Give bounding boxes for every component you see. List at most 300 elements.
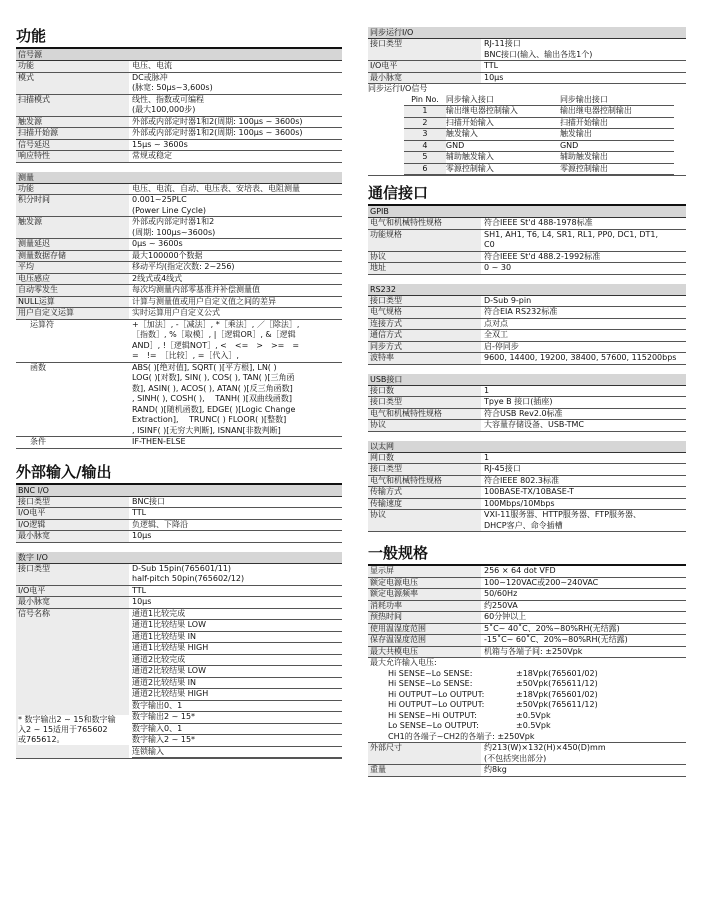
spec-value-line: half-pitch 50pin(765602/12) xyxy=(132,574,245,583)
spec-label: 协议 xyxy=(368,420,481,432)
spec-value-line: 1 xyxy=(484,385,490,395)
spec-value-line: SH1, AH1, T6, L4, SR1, RL1, PP0, DC1, DT1, xyxy=(484,229,659,239)
spec-row xyxy=(16,508,342,520)
spec-value-line: , SINH( ), COSH( ), TANH( )[双曲线函数] xyxy=(132,394,293,403)
spec-value-line: 符合IEEE St'd 488.2-1992标准 xyxy=(484,251,601,261)
band-measure: 测量 xyxy=(16,172,342,184)
pin-cell: 扫描开始输入 xyxy=(446,117,560,129)
signal-name: 通道1比较结果 LOW xyxy=(132,620,342,632)
spec-label: 模式 xyxy=(16,72,129,94)
spec-row xyxy=(16,285,342,297)
spec-label: I/O电平 xyxy=(16,585,129,597)
spec-value-line: 符合IEEE St'd 488-1978标准 xyxy=(484,218,593,227)
spec-label: 预热时间 xyxy=(368,612,481,624)
spec-row xyxy=(16,250,342,262)
signal-name: 通道2比较结果 HIGH xyxy=(132,689,342,701)
spec-label: 电气和机械特性规格 xyxy=(368,475,481,487)
spec-row xyxy=(368,353,686,365)
spec-value xyxy=(481,408,686,420)
spec-row xyxy=(368,341,686,353)
spec-value xyxy=(129,564,342,586)
spec-value-line: 5˚C~ 40˚C、20%~80%RH(无结露) xyxy=(484,623,620,633)
spec-value-line: 电压、电流、自动、电压表、安培表、电阻测量 xyxy=(132,183,300,193)
spec-label: 电压感应 xyxy=(16,273,129,285)
spec-value xyxy=(129,508,342,520)
spec-value-line: BNC接口 xyxy=(132,496,166,506)
spec-value-line: 60分钟以上 xyxy=(484,612,527,621)
pin-cell: 触发输入 xyxy=(446,129,560,141)
spec-value-line: 1 xyxy=(484,452,490,462)
spec-value xyxy=(481,487,686,499)
spec-row xyxy=(368,39,686,61)
spec-value xyxy=(129,61,342,72)
spec-value-line: +［加法］, -［减法］, *［乘法］, ／［除法］, xyxy=(132,319,300,329)
spec-row xyxy=(368,296,686,307)
spec-label: 接口类型 xyxy=(16,564,129,586)
spec-row xyxy=(368,623,686,635)
spec-row xyxy=(368,386,686,397)
section-title-external-io: 外部输入/输出 xyxy=(16,463,342,485)
spec-value-line: 移动平均(指定次数: 2~256) xyxy=(132,262,235,271)
spec-value xyxy=(129,497,342,508)
spec-row xyxy=(368,577,686,589)
spec-value xyxy=(129,250,342,262)
spec-value-line: 100Mbps/10Mbps xyxy=(484,498,555,508)
spec-value xyxy=(129,184,342,195)
spec-value-line: AND］, !［逻辑NOT］, < <= > >= = xyxy=(132,340,300,350)
spec-label: 接口数 xyxy=(368,386,481,397)
spec-value xyxy=(481,635,686,647)
spec-label: 运算符 xyxy=(16,319,129,362)
spec-value-line: 10μs xyxy=(132,597,152,606)
spec-value xyxy=(129,285,342,297)
signal-name: 通道2比较结果 LOW xyxy=(132,666,342,678)
spec-row xyxy=(16,308,342,320)
spec-value-line: 0.001~25PLC xyxy=(132,195,187,204)
spec-value-line: = != ［比较］, =［代入］, xyxy=(132,351,239,360)
spec-value-line: 常规或稳定 xyxy=(132,151,172,160)
spec-value xyxy=(481,475,686,487)
signal-name: 数字输出2 ~ 15* xyxy=(132,712,342,724)
pin-cell: 输出继电器控制输入 xyxy=(446,106,560,118)
spec-value-line: 约213(W)×132(H)×450(D)mm xyxy=(484,743,606,752)
spec-value-line: ［指数］, %［取模］, |［逻辑OR］, &［逻辑 xyxy=(132,330,296,339)
spec-value xyxy=(129,151,342,163)
spec-value-line: 约8kg xyxy=(484,765,507,774)
max-input-line: CH1的各端子~CH2的各端子: ±250Vpk xyxy=(388,731,535,741)
spec-row xyxy=(368,566,686,577)
max-input-value: ±18Vpk(765601/02) xyxy=(516,668,598,678)
spec-row xyxy=(16,296,342,308)
left-column xyxy=(16,27,342,759)
spec-value xyxy=(481,397,686,409)
spec-row xyxy=(368,600,686,612)
spec-value-line: DHCP客户、命令插槽 xyxy=(484,520,563,530)
spec-value-line: 最大100000个数据 xyxy=(132,250,203,260)
spec-row xyxy=(368,330,686,342)
spec-value xyxy=(129,296,342,308)
spec-value-line: 约250VA xyxy=(484,600,518,610)
max-input-value: ±0.5Vpk xyxy=(516,721,551,730)
spec-value xyxy=(481,353,686,365)
gpib-table xyxy=(368,218,686,275)
spec-label: 最小脉宽 xyxy=(16,531,129,543)
spec-label: 最小脉宽 xyxy=(16,597,129,609)
spec-row xyxy=(368,453,686,464)
spec-row xyxy=(16,72,342,94)
pin-header xyxy=(404,95,674,106)
spec-label: 电气和机械特性规格 xyxy=(368,408,481,420)
spec-value-line: D-Sub 15pin(765601/11) xyxy=(132,563,232,573)
spec-label: 电气和机械特性规格 xyxy=(368,218,481,229)
spec-value xyxy=(481,386,686,397)
spec-value-line: Tpye B 接口(插座) xyxy=(484,397,553,406)
spec-value xyxy=(129,94,342,116)
pin-header-cell: 同步输出接口 xyxy=(560,95,674,106)
spec-row xyxy=(368,420,686,432)
signal-names-row xyxy=(16,608,342,759)
spec-value-line: Extraction], TRUNC( ) FLOOR( )[整数] xyxy=(132,415,287,424)
spec-value xyxy=(129,262,342,274)
spec-label: 功能 xyxy=(16,61,129,72)
spec-label: 外部尺寸 xyxy=(368,743,481,765)
spec-value-line: DC或脉冲 xyxy=(132,72,168,82)
spec-value-line: VXI-11服务器、HTTP服务器、FTP服务器、 xyxy=(484,510,642,519)
usb-table xyxy=(368,386,686,432)
section-title-general: 一般规格 xyxy=(368,544,686,566)
spec-value-line: 0μs ~ 3600s xyxy=(132,239,183,248)
spec-value-line: RAND( )[随机函数], EDGE( )[Logic Change xyxy=(132,404,296,414)
spec-value-line: 15μs ~ 3600s xyxy=(132,139,188,149)
spec-row xyxy=(16,564,342,586)
spec-row xyxy=(368,487,686,499)
spec-label: 用户自定义运算 xyxy=(16,308,129,320)
spec-value xyxy=(481,464,686,476)
spec-value xyxy=(129,116,342,128)
max-input-cell xyxy=(368,658,686,743)
pin-cell: 辅助触发输出 xyxy=(560,152,674,164)
max-input-value: ±18Vpk(765601/02) xyxy=(516,689,598,699)
general-table xyxy=(368,566,686,777)
pin-cell: 2 xyxy=(404,117,446,129)
pin-cell: 1 xyxy=(404,106,446,118)
pin-cell: 零源控制输入 xyxy=(446,163,560,175)
pin-cell: 输出继电器控制输出 xyxy=(560,106,674,118)
spec-row xyxy=(368,612,686,624)
spec-label: 传输方式 xyxy=(368,487,481,499)
spec-value-line: (最大100,000步) xyxy=(132,105,196,114)
spec-value-line: TTL xyxy=(132,508,147,517)
spec-value-line: 点对点 xyxy=(484,318,508,328)
sync-signal-cell xyxy=(368,84,686,176)
max-input-line xyxy=(368,679,686,690)
max-input-line xyxy=(368,721,686,732)
spec-label: I/O逻辑 xyxy=(16,519,129,531)
spec-value-line: BNC接口(输入、输出各选1个) xyxy=(484,49,593,59)
spec-label: 同步方式 xyxy=(368,341,481,353)
spec-value xyxy=(481,330,686,342)
section-title-comm: 通信接口 xyxy=(368,184,686,206)
spec-label: I/O电平 xyxy=(368,61,481,73)
spec-value-line: 10μs xyxy=(132,531,152,540)
spec-label: 最大共模电压 xyxy=(368,646,481,658)
band-gpib: GPIB xyxy=(368,206,686,218)
pin-row xyxy=(404,163,674,175)
rs232-table xyxy=(368,296,686,365)
spec-row xyxy=(16,319,342,362)
spec-value-line: 线性、指数或可编程 xyxy=(132,94,204,104)
spec-label: 通信方式 xyxy=(368,330,481,342)
pin-row xyxy=(404,117,674,129)
spec-value-line: -15˚C~ 60˚C、20%~80%RH(无结露) xyxy=(484,635,628,644)
spec-label: 传输速度 xyxy=(368,498,481,510)
spec-row xyxy=(16,519,342,531)
spec-value xyxy=(129,531,342,543)
max-input-line xyxy=(368,700,686,711)
spec-row xyxy=(368,498,686,510)
spec-row xyxy=(16,94,342,116)
spec-value-line: 256 × 64 dot VFD xyxy=(484,566,556,575)
spec-label: 平均 xyxy=(16,262,129,274)
signal-name: 通道1比较完成 xyxy=(132,609,342,621)
spec-label: 接口类型 xyxy=(368,397,481,409)
pin-cell: 辅助触发输入 xyxy=(446,152,560,164)
spec-label: 函数 xyxy=(16,362,129,437)
spec-value-line: , ISINF( )[无穷大判断], ISNAN[非数判断] xyxy=(132,425,281,435)
spec-value-line: 9600, 14400, 19200, 38400, 57600, 115200bps xyxy=(484,353,677,362)
spec-label: 额定电源频率 xyxy=(368,589,481,601)
spec-value xyxy=(481,296,686,307)
spec-value xyxy=(481,263,686,275)
spec-label: 波特率 xyxy=(368,353,481,365)
band-rs232: RS232 xyxy=(368,284,686,296)
spec-value xyxy=(129,195,342,217)
spec-row xyxy=(368,646,686,658)
spec-label: 接口类型 xyxy=(368,464,481,476)
max-input-line xyxy=(368,711,686,722)
sync-signal-row xyxy=(368,84,686,176)
spec-value-line: (不包括突出部分) xyxy=(484,753,547,763)
spec-value-line: C0 xyxy=(484,240,495,249)
spec-value xyxy=(129,273,342,285)
spec-value-line: TTL xyxy=(132,585,147,595)
spec-row xyxy=(368,251,686,263)
right-column xyxy=(368,27,686,777)
spec-label: 最小脉宽 xyxy=(368,72,481,84)
max-input-line xyxy=(368,669,686,680)
pin-cell: 5 xyxy=(404,152,446,164)
signal-name: 通道1比较结果 IN xyxy=(132,632,342,644)
spec-row xyxy=(368,72,686,84)
spec-label: I/O电平 xyxy=(16,508,129,520)
spec-row xyxy=(368,589,686,601)
spec-label: 测量数据存储 xyxy=(16,250,129,262)
spec-row xyxy=(368,218,686,229)
spec-label: 协议 xyxy=(368,510,481,532)
spec-row xyxy=(368,229,686,251)
spec-row xyxy=(16,239,342,251)
spec-label: 扫描开始源 xyxy=(16,128,129,140)
spec-label: 接口类型 xyxy=(368,296,481,307)
spec-value xyxy=(481,229,686,251)
band-sync-io: 同步运行I/O xyxy=(368,27,686,39)
spec-row xyxy=(368,307,686,319)
spec-row xyxy=(16,273,342,285)
max-input-value: ±50Vpk(765611/12) xyxy=(516,679,598,688)
spec-row xyxy=(368,510,686,532)
spec-label: 额定电源电压 xyxy=(368,577,481,589)
spec-row xyxy=(368,635,686,647)
spec-value-line: 外部或内部定时器1和2(周期: 100μs ~ 3600s) xyxy=(132,116,303,126)
pin-row xyxy=(404,129,674,141)
spec-row xyxy=(16,585,342,597)
digital-io-table xyxy=(16,564,342,760)
spec-value-line: 计算与测量值或用户自定义值之间的差异 xyxy=(132,296,276,306)
spec-value xyxy=(481,765,686,777)
spec-label: 消耗功率 xyxy=(368,600,481,612)
pin-cell: GND xyxy=(560,140,674,152)
spec-label: NULL运算 xyxy=(16,296,129,308)
sync-signal-title: 同步运行I/O信号 xyxy=(368,84,428,93)
spec-value-line: 负逻辑、下降沿 xyxy=(132,519,188,529)
max-input-label: Hi OUTPUT~Lo OUTPUT: xyxy=(388,700,485,709)
spec-value-line: 符合USB Rev2.0标准 xyxy=(484,408,563,418)
spec-row xyxy=(368,263,686,275)
digital-io-footnote xyxy=(18,715,129,745)
spec-label: 功能规格 xyxy=(368,229,481,251)
signal-name: 数字输入2 ~ 15* xyxy=(132,735,342,747)
pin-row xyxy=(404,140,674,152)
spec-value xyxy=(481,318,686,330)
spec-value xyxy=(129,585,342,597)
spec-row xyxy=(16,262,342,274)
spec-row xyxy=(368,743,686,765)
spec-value-line: 10μs xyxy=(484,72,504,82)
spec-label: 自动零发生 xyxy=(16,285,129,297)
spec-value xyxy=(481,623,686,635)
max-input-value: ±50Vpk(765611/12) xyxy=(516,700,598,709)
spec-row xyxy=(16,497,342,508)
spec-value-line: 100~120VAC或200~240VAC xyxy=(484,577,599,587)
spec-label: 协议 xyxy=(368,251,481,263)
spec-row xyxy=(368,765,686,777)
spec-row xyxy=(368,61,686,73)
spec-value xyxy=(129,362,342,437)
spec-value-line: 大容量存储设备、USB-TMC xyxy=(484,420,584,429)
spec-value xyxy=(481,612,686,624)
spec-value-line: 2线式或4线式 xyxy=(132,273,183,283)
pin-cell: GND xyxy=(446,140,560,152)
spec-value-line: D-Sub 9-pin xyxy=(484,295,532,305)
pin-header-cell: 同步输入接口 xyxy=(446,95,560,106)
spec-value-line: 机箱与各端子间: ±250Vpk xyxy=(484,646,583,656)
spec-row xyxy=(16,195,342,217)
pin-cell: 4 xyxy=(404,140,446,152)
footnote-line: 或765612。 xyxy=(18,735,65,744)
spec-value-line: TTL xyxy=(484,61,499,70)
spec-value-line: 外部或内部定时器1和2(周期: 100μs ~ 3600s) xyxy=(132,128,303,137)
section-title-functions: 功能 xyxy=(16,27,342,49)
spec-value xyxy=(481,510,686,532)
signal-names-label: 信号名称 xyxy=(18,608,50,618)
max-input-value: ±0.5Vpk xyxy=(516,710,551,720)
spec-row xyxy=(16,597,342,609)
max-input-label: Hi SENSE~Lo SENSE: xyxy=(388,679,473,688)
band-usb: USB接口 xyxy=(368,374,686,386)
spec-value xyxy=(129,597,342,609)
spec-row xyxy=(16,61,342,72)
bnc-io-table xyxy=(16,497,342,543)
spec-row xyxy=(16,151,342,163)
spec-value-line: LOG( )[对数], SIN( ), COS( ), TAN( )[三角函 xyxy=(132,373,295,382)
footnote-line: * 数字输出2 ~ 15和数字输 xyxy=(18,715,116,724)
spec-value xyxy=(129,72,342,94)
footnote-line: 入2 ~ 15适用于765602 xyxy=(18,725,108,734)
spec-label: 接口类型 xyxy=(368,39,481,61)
max-input-line xyxy=(368,690,686,701)
spec-label: 保存温湿度范围 xyxy=(368,635,481,647)
spec-label: 触发源 xyxy=(16,217,129,239)
spec-label: 功能 xyxy=(16,184,129,195)
spec-value-line: 100BASE-TX/10BASE-T xyxy=(484,487,574,496)
spec-value-line: 外部或内部定时器1和2 xyxy=(132,217,215,226)
spec-row xyxy=(16,217,342,239)
ethernet-table xyxy=(368,453,686,533)
spec-row xyxy=(368,408,686,420)
band-bnc-io: BNC I/O xyxy=(16,485,342,497)
spec-row xyxy=(368,397,686,409)
spec-label: 积分时间 xyxy=(16,195,129,217)
spec-row xyxy=(16,531,342,543)
measure-table xyxy=(16,184,342,449)
spec-value xyxy=(129,139,342,151)
spec-label: 电气规格 xyxy=(368,307,481,319)
pin-cell: 扫描开始输出 xyxy=(560,117,674,129)
spec-value-line: RJ-45接口 xyxy=(484,464,521,473)
spec-value-line: 0 ~ 30 xyxy=(484,263,512,272)
signal-names xyxy=(129,608,342,759)
spec-label: 扫描模式 xyxy=(16,94,129,116)
spec-label: 地址 xyxy=(368,263,481,275)
spec-value xyxy=(481,566,686,577)
spec-label: 信号延迟 xyxy=(16,139,129,151)
spec-value xyxy=(129,217,342,239)
pin-cell: 触发输出 xyxy=(560,129,674,141)
spec-value xyxy=(481,453,686,464)
spec-label: 使用温湿度范围 xyxy=(368,623,481,635)
max-input-label: Hi OUTPUT~Lo OUTPUT: xyxy=(388,689,485,699)
max-input-row xyxy=(368,658,686,743)
spec-row xyxy=(16,128,342,140)
spec-value xyxy=(129,319,342,362)
spec-value xyxy=(481,577,686,589)
pin-row xyxy=(404,106,674,118)
spec-row xyxy=(368,475,686,487)
spec-row xyxy=(16,139,342,151)
spec-value xyxy=(481,589,686,601)
band-digital-io: 数字 I/O xyxy=(16,552,342,564)
spec-value-line: ABS( )[绝对值], SQRT( )[平方根], LN( ) xyxy=(132,362,277,372)
signal-name: 通道2比较完成 xyxy=(132,655,342,667)
spec-value-line: (Power Line Cycle) xyxy=(132,205,207,215)
spec-value xyxy=(481,72,686,84)
max-input-title: 最大允许输入电压: xyxy=(370,658,437,667)
spec-row xyxy=(16,184,342,195)
spec-value-line: 50/60Hz xyxy=(484,589,518,598)
spec-value xyxy=(481,61,686,73)
spec-value-line: RJ-11接口 xyxy=(484,39,521,48)
spec-value-line: 电压、电流 xyxy=(132,61,172,70)
